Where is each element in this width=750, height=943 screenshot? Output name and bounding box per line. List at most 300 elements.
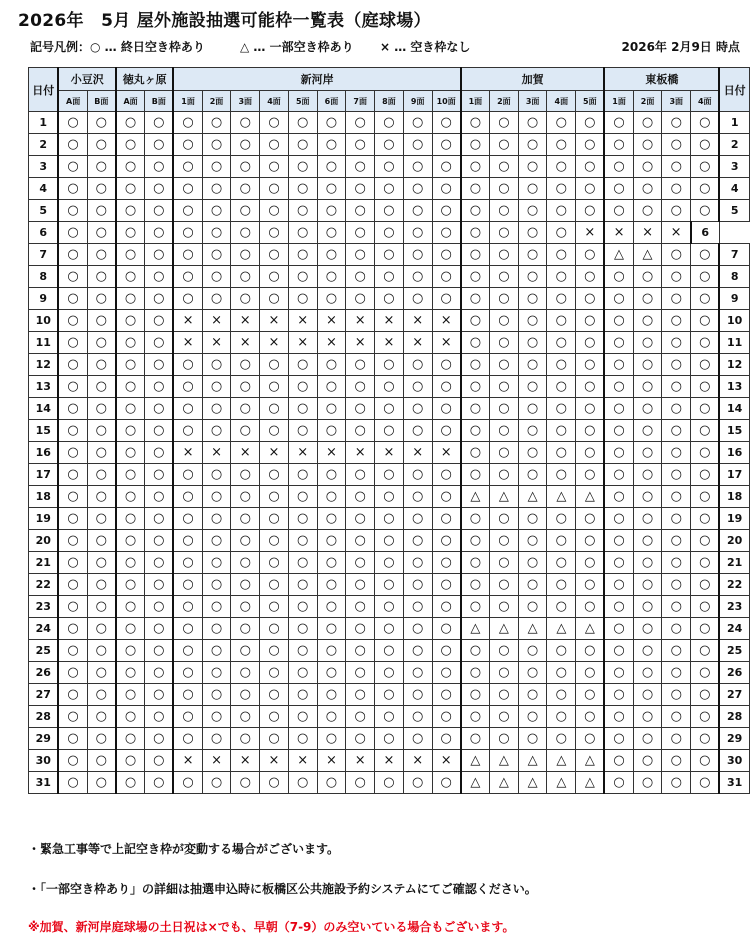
availability-cell: ○ xyxy=(202,618,231,640)
availability-cell: ○ xyxy=(87,244,116,266)
availability-cell: ○ xyxy=(490,156,519,178)
availability-cell: ○ xyxy=(662,178,691,200)
availability-cell: ○ xyxy=(145,574,174,596)
availability-cell: ○ xyxy=(346,178,375,200)
availability-cell: ○ xyxy=(461,442,490,464)
availability-cell: ○ xyxy=(145,420,174,442)
availability-cell: ○ xyxy=(576,332,605,354)
day-cell-left: 29 xyxy=(29,728,59,750)
availability-cell: ○ xyxy=(202,640,231,662)
availability-cell: ○ xyxy=(576,244,605,266)
legend-item-partial: △ … 一部空き枠あり xyxy=(240,40,354,54)
availability-cell: ○ xyxy=(288,398,317,420)
availability-cell: ○ xyxy=(346,156,375,178)
day-cell-right: 3 xyxy=(719,156,749,178)
availability-cell: ○ xyxy=(461,530,490,552)
availability-cell: ○ xyxy=(87,530,116,552)
availability-cell: ○ xyxy=(547,332,576,354)
availability-cell: ○ xyxy=(490,178,519,200)
availability-cell: ○ xyxy=(58,420,87,442)
availability-cell: ○ xyxy=(461,398,490,420)
availability-cell: ○ xyxy=(116,640,145,662)
availability-cell: ○ xyxy=(260,772,289,794)
day-cell-right: 1 xyxy=(719,112,749,134)
availability-cell: ○ xyxy=(547,200,576,222)
availability-cell: ○ xyxy=(547,662,576,684)
availability-cell: ○ xyxy=(58,398,87,420)
availability-cell: ○ xyxy=(87,288,116,310)
day-cell-right: 17 xyxy=(719,464,749,486)
court-header: 2面 xyxy=(633,91,662,112)
day-cell-right: 31 xyxy=(719,772,749,794)
availability-cell: ○ xyxy=(173,134,202,156)
availability-cell: ○ xyxy=(604,618,633,640)
availability-cell: ○ xyxy=(576,706,605,728)
availability-cell: ○ xyxy=(202,486,231,508)
availability-cell: ○ xyxy=(490,508,519,530)
availability-cell: ○ xyxy=(547,464,576,486)
availability-cell: ○ xyxy=(662,244,691,266)
availability-cell: △ xyxy=(490,772,519,794)
availability-cell: ○ xyxy=(346,772,375,794)
availability-cell: ○ xyxy=(173,266,202,288)
availability-cell: × xyxy=(260,310,289,332)
availability-cell: ○ xyxy=(633,332,662,354)
availability-cell: ○ xyxy=(116,376,145,398)
availability-cell: ○ xyxy=(375,156,404,178)
facility-header: 東板橋 xyxy=(604,68,719,91)
availability-cell: ○ xyxy=(58,178,87,200)
table-row xyxy=(29,266,750,288)
availability-cell: ○ xyxy=(633,112,662,134)
availability-cell: ○ xyxy=(145,728,174,750)
availability-cell: ○ xyxy=(490,442,519,464)
availability-cell: ○ xyxy=(87,398,116,420)
availability-cell: ○ xyxy=(346,530,375,552)
availability-cell: ○ xyxy=(490,244,519,266)
availability-cell: ○ xyxy=(403,200,432,222)
availability-cell: ○ xyxy=(231,420,260,442)
day-cell-left: 25 xyxy=(29,640,59,662)
availability-cell: ○ xyxy=(202,552,231,574)
availability-cell: ○ xyxy=(547,222,576,244)
availability-cell: ○ xyxy=(604,178,633,200)
table-row xyxy=(29,508,750,530)
availability-cell: ○ xyxy=(346,376,375,398)
availability-cell: ○ xyxy=(691,442,720,464)
availability-cell: ○ xyxy=(461,552,490,574)
availability-cell: ○ xyxy=(432,134,461,156)
availability-cell: ○ xyxy=(145,772,174,794)
availability-cell: ○ xyxy=(691,684,720,706)
availability-cell: ○ xyxy=(288,640,317,662)
availability-cell: ○ xyxy=(260,112,289,134)
availability-cell: ○ xyxy=(403,112,432,134)
availability-cell: ○ xyxy=(691,332,720,354)
note-emergency: ・緊急工事等で上記空き枠が変動する場合がございます。 xyxy=(28,842,340,856)
availability-cell: ○ xyxy=(432,244,461,266)
availability-cell: ○ xyxy=(518,354,547,376)
day-cell-right: 15 xyxy=(719,420,749,442)
availability-cell: ○ xyxy=(58,662,87,684)
availability-cell: ○ xyxy=(87,156,116,178)
availability-cell: ○ xyxy=(576,442,605,464)
availability-cell: ○ xyxy=(87,354,116,376)
availability-cell: ○ xyxy=(231,662,260,684)
availability-cell: ○ xyxy=(145,486,174,508)
day-cell-right: 12 xyxy=(719,354,749,376)
availability-cell: ○ xyxy=(317,156,346,178)
availability-cell: ○ xyxy=(403,376,432,398)
availability-cell: ○ xyxy=(461,376,490,398)
availability-cell: ○ xyxy=(231,266,260,288)
court-header: B面 xyxy=(87,91,116,112)
availability-cell: ○ xyxy=(58,640,87,662)
availability-cell: ○ xyxy=(317,772,346,794)
availability-cell: ○ xyxy=(662,376,691,398)
availability-cell: ○ xyxy=(633,552,662,574)
availability-cell: ○ xyxy=(116,750,145,772)
availability-cell: ○ xyxy=(518,332,547,354)
availability-cell: ○ xyxy=(461,332,490,354)
availability-cell: ○ xyxy=(260,354,289,376)
availability-cell: ○ xyxy=(662,750,691,772)
availability-cell: ○ xyxy=(403,552,432,574)
availability-cell: ○ xyxy=(547,508,576,530)
availability-cell: × xyxy=(662,222,691,244)
availability-cell: ○ xyxy=(116,684,145,706)
availability-cell: ○ xyxy=(202,244,231,266)
availability-cell: ○ xyxy=(662,354,691,376)
availability-cell: ○ xyxy=(518,178,547,200)
availability-cell: ○ xyxy=(576,376,605,398)
availability-cell: ○ xyxy=(288,354,317,376)
day-cell-right: 21 xyxy=(719,552,749,574)
availability-cell: × xyxy=(173,442,202,464)
availability-cell: ○ xyxy=(461,728,490,750)
availability-cell: ○ xyxy=(346,684,375,706)
availability-cell: ○ xyxy=(288,200,317,222)
facility-header: 新河岸 xyxy=(173,68,460,91)
availability-cell: × xyxy=(317,750,346,772)
availability-cell: × xyxy=(403,442,432,464)
availability-cell: ○ xyxy=(432,640,461,662)
availability-cell: ○ xyxy=(490,112,519,134)
availability-cell: × xyxy=(346,310,375,332)
day-cell-right: 26 xyxy=(719,662,749,684)
availability-cell: ○ xyxy=(490,684,519,706)
availability-cell: ○ xyxy=(145,398,174,420)
availability-cell: ○ xyxy=(633,618,662,640)
availability-cell: ○ xyxy=(288,684,317,706)
availability-cell: ○ xyxy=(87,552,116,574)
availability-cell: ○ xyxy=(662,398,691,420)
legend-item-none: × … 空き枠なし xyxy=(380,40,471,54)
availability-cell: △ xyxy=(518,486,547,508)
availability-cell: ○ xyxy=(231,508,260,530)
court-header: 6面 xyxy=(317,91,346,112)
availability-cell: ○ xyxy=(691,706,720,728)
availability-cell: ○ xyxy=(173,200,202,222)
availability-cell: ○ xyxy=(403,662,432,684)
availability-cell: ○ xyxy=(518,706,547,728)
availability-cell: ○ xyxy=(518,640,547,662)
availability-cell: ○ xyxy=(288,618,317,640)
availability-cell: ○ xyxy=(662,266,691,288)
day-cell-right: 5 xyxy=(719,200,749,222)
availability-cell: ○ xyxy=(633,772,662,794)
availability-cell: ○ xyxy=(375,486,404,508)
availability-cell: ○ xyxy=(260,684,289,706)
court-header: 4面 xyxy=(691,91,720,112)
availability-cell: ○ xyxy=(518,728,547,750)
table-row xyxy=(29,596,750,618)
availability-cell: ○ xyxy=(58,530,87,552)
availability-cell: ○ xyxy=(490,354,519,376)
day-cell-left: 18 xyxy=(29,486,59,508)
availability-cell: ○ xyxy=(375,178,404,200)
availability-cell: △ xyxy=(547,750,576,772)
availability-cell: ○ xyxy=(604,552,633,574)
availability-cell: ○ xyxy=(116,398,145,420)
table-row xyxy=(29,420,750,442)
court-header: 4面 xyxy=(260,91,289,112)
availability-cell: ○ xyxy=(633,442,662,464)
availability-cell: ○ xyxy=(375,772,404,794)
day-cell-left: 9 xyxy=(29,288,59,310)
availability-cell: ○ xyxy=(116,552,145,574)
availability-cell: ○ xyxy=(518,574,547,596)
availability-cell: ○ xyxy=(116,112,145,134)
availability-cell: ○ xyxy=(87,662,116,684)
availability-cell: ○ xyxy=(288,288,317,310)
availability-cell: ○ xyxy=(576,288,605,310)
availability-cell: ○ xyxy=(633,266,662,288)
availability-cell: ○ xyxy=(432,662,461,684)
day-cell-left: 8 xyxy=(29,266,59,288)
table-row xyxy=(29,134,750,156)
availability-cell: ○ xyxy=(461,222,490,244)
availability-cell: ○ xyxy=(547,728,576,750)
availability-cell: ○ xyxy=(490,574,519,596)
availability-cell: ○ xyxy=(288,508,317,530)
availability-cell: ○ xyxy=(633,398,662,420)
availability-cell: ○ xyxy=(403,244,432,266)
availability-cell: ○ xyxy=(547,354,576,376)
availability-cell: ○ xyxy=(202,684,231,706)
availability-cell: ○ xyxy=(604,200,633,222)
availability-cell: ○ xyxy=(317,200,346,222)
availability-cell: ○ xyxy=(691,156,720,178)
availability-cell: ○ xyxy=(145,530,174,552)
availability-cell: ○ xyxy=(58,618,87,640)
availability-cell: ○ xyxy=(547,376,576,398)
availability-cell: ○ xyxy=(173,618,202,640)
availability-cell: ○ xyxy=(432,684,461,706)
availability-cell: ○ xyxy=(403,420,432,442)
availability-cell: × xyxy=(346,442,375,464)
table-row xyxy=(29,684,750,706)
availability-cell: △ xyxy=(576,486,605,508)
table-row xyxy=(29,376,750,398)
availability-cell: ○ xyxy=(691,552,720,574)
day-cell-left: 2 xyxy=(29,134,59,156)
availability-cell: ○ xyxy=(490,134,519,156)
availability-cell: × xyxy=(375,332,404,354)
availability-cell: ○ xyxy=(547,442,576,464)
availability-cell: ○ xyxy=(403,596,432,618)
availability-cell: ○ xyxy=(604,310,633,332)
availability-cell: × xyxy=(375,442,404,464)
availability-cell: ○ xyxy=(432,618,461,640)
table-row xyxy=(29,222,750,244)
availability-cell: ○ xyxy=(231,772,260,794)
availability-cell: ○ xyxy=(87,112,116,134)
day-cell-left: 6 xyxy=(29,222,59,244)
availability-cell: ○ xyxy=(576,134,605,156)
availability-cell: ○ xyxy=(346,222,375,244)
availability-cell: × xyxy=(231,750,260,772)
availability-cell: ○ xyxy=(547,112,576,134)
availability-cell: ○ xyxy=(547,266,576,288)
availability-cell: ○ xyxy=(116,310,145,332)
availability-cell: ○ xyxy=(604,684,633,706)
availability-cell: ○ xyxy=(202,266,231,288)
availability-cell: ○ xyxy=(662,156,691,178)
day-cell-right: 13 xyxy=(719,376,749,398)
availability-cell: ○ xyxy=(87,134,116,156)
availability-cell: × xyxy=(288,442,317,464)
table-row xyxy=(29,772,750,794)
availability-cell: × xyxy=(231,332,260,354)
availability-cell: ○ xyxy=(145,134,174,156)
availability-cell: ○ xyxy=(260,574,289,596)
availability-cell: ○ xyxy=(173,596,202,618)
availability-cell: ○ xyxy=(604,574,633,596)
availability-cell: ○ xyxy=(87,464,116,486)
day-cell-left: 23 xyxy=(29,596,59,618)
availability-cell: ○ xyxy=(145,156,174,178)
availability-cell: ○ xyxy=(633,200,662,222)
availability-cell: ○ xyxy=(231,640,260,662)
legend-label: 記号凡例： xyxy=(30,40,91,54)
availability-cell: ○ xyxy=(490,728,519,750)
availability-cell: ○ xyxy=(375,420,404,442)
availability-cell: ○ xyxy=(576,156,605,178)
availability-cell: ○ xyxy=(58,486,87,508)
availability-cell: ○ xyxy=(317,266,346,288)
availability-cell: ○ xyxy=(288,134,317,156)
day-cell-right: 28 xyxy=(719,706,749,728)
availability-cell: ○ xyxy=(173,398,202,420)
availability-cell: ○ xyxy=(403,618,432,640)
availability-cell: ○ xyxy=(231,112,260,134)
court-header: B面 xyxy=(145,91,174,112)
availability-cell: ○ xyxy=(633,530,662,552)
availability-cell: ○ xyxy=(662,530,691,552)
day-header-right: 日付 xyxy=(719,68,749,112)
availability-cell: ○ xyxy=(173,288,202,310)
availability-cell: ○ xyxy=(87,750,116,772)
availability-cell: ○ xyxy=(58,156,87,178)
availability-cell: ○ xyxy=(58,112,87,134)
availability-cell: ○ xyxy=(288,222,317,244)
availability-cell: ○ xyxy=(87,508,116,530)
availability-cell: ○ xyxy=(691,354,720,376)
court-header: 9面 xyxy=(403,91,432,112)
note-early-morning: ※加賀、新河岸庭球場の土日祝は×でも、早朝（7-9）のみ空いている場合もございます。 xyxy=(28,920,515,934)
availability-cell: ○ xyxy=(317,618,346,640)
availability-cell: ○ xyxy=(518,112,547,134)
availability-cell: ○ xyxy=(403,728,432,750)
availability-cell: ○ xyxy=(461,420,490,442)
table-row xyxy=(29,486,750,508)
availability-cell: ○ xyxy=(288,706,317,728)
availability-cell: ○ xyxy=(461,200,490,222)
availability-cell: ○ xyxy=(403,684,432,706)
availability-cell: ○ xyxy=(518,420,547,442)
day-cell-right: 27 xyxy=(719,684,749,706)
availability-cell: ○ xyxy=(633,640,662,662)
availability-cell: ○ xyxy=(346,244,375,266)
availability-cell: ○ xyxy=(317,728,346,750)
availability-cell: ○ xyxy=(317,508,346,530)
availability-cell: ○ xyxy=(288,266,317,288)
as-of-date: 2026年 2月9日 時点 xyxy=(621,40,740,54)
availability-cell: ○ xyxy=(375,222,404,244)
availability-cell: ○ xyxy=(260,486,289,508)
availability-cell: ○ xyxy=(116,178,145,200)
availability-cell: ○ xyxy=(87,728,116,750)
availability-cell: ○ xyxy=(691,596,720,618)
availability-cell: ○ xyxy=(633,684,662,706)
availability-cell: ○ xyxy=(518,222,547,244)
availability-cell: ○ xyxy=(604,156,633,178)
availability-cell: ○ xyxy=(202,354,231,376)
availability-cell: ○ xyxy=(461,266,490,288)
availability-cell: ○ xyxy=(490,266,519,288)
table-row xyxy=(29,354,750,376)
table-row xyxy=(29,530,750,552)
availability-cell: ○ xyxy=(633,178,662,200)
facility-header: 小豆沢 xyxy=(58,68,115,91)
court-header-row xyxy=(29,91,750,112)
availability-cell: ○ xyxy=(260,222,289,244)
table-row xyxy=(29,464,750,486)
table-row xyxy=(29,662,750,684)
availability-cell: ○ xyxy=(403,288,432,310)
availability-cell: ○ xyxy=(432,530,461,552)
availability-cell: ○ xyxy=(633,310,662,332)
availability-cell: ○ xyxy=(87,376,116,398)
availability-cell: ○ xyxy=(432,112,461,134)
availability-cell: ○ xyxy=(691,112,720,134)
availability-cell: ○ xyxy=(432,772,461,794)
availability-cell: ○ xyxy=(604,640,633,662)
availability-cell: ○ xyxy=(576,178,605,200)
availability-cell: ○ xyxy=(691,464,720,486)
availability-cell: ○ xyxy=(58,442,87,464)
availability-cell: ○ xyxy=(490,288,519,310)
availability-cell: ○ xyxy=(547,596,576,618)
availability-cell: ○ xyxy=(202,596,231,618)
availability-cell: ○ xyxy=(288,552,317,574)
availability-cell: ○ xyxy=(145,244,174,266)
availability-cell: ○ xyxy=(231,618,260,640)
day-cell-right: 19 xyxy=(719,508,749,530)
day-cell-left: 21 xyxy=(29,552,59,574)
availability-cell: ○ xyxy=(604,288,633,310)
